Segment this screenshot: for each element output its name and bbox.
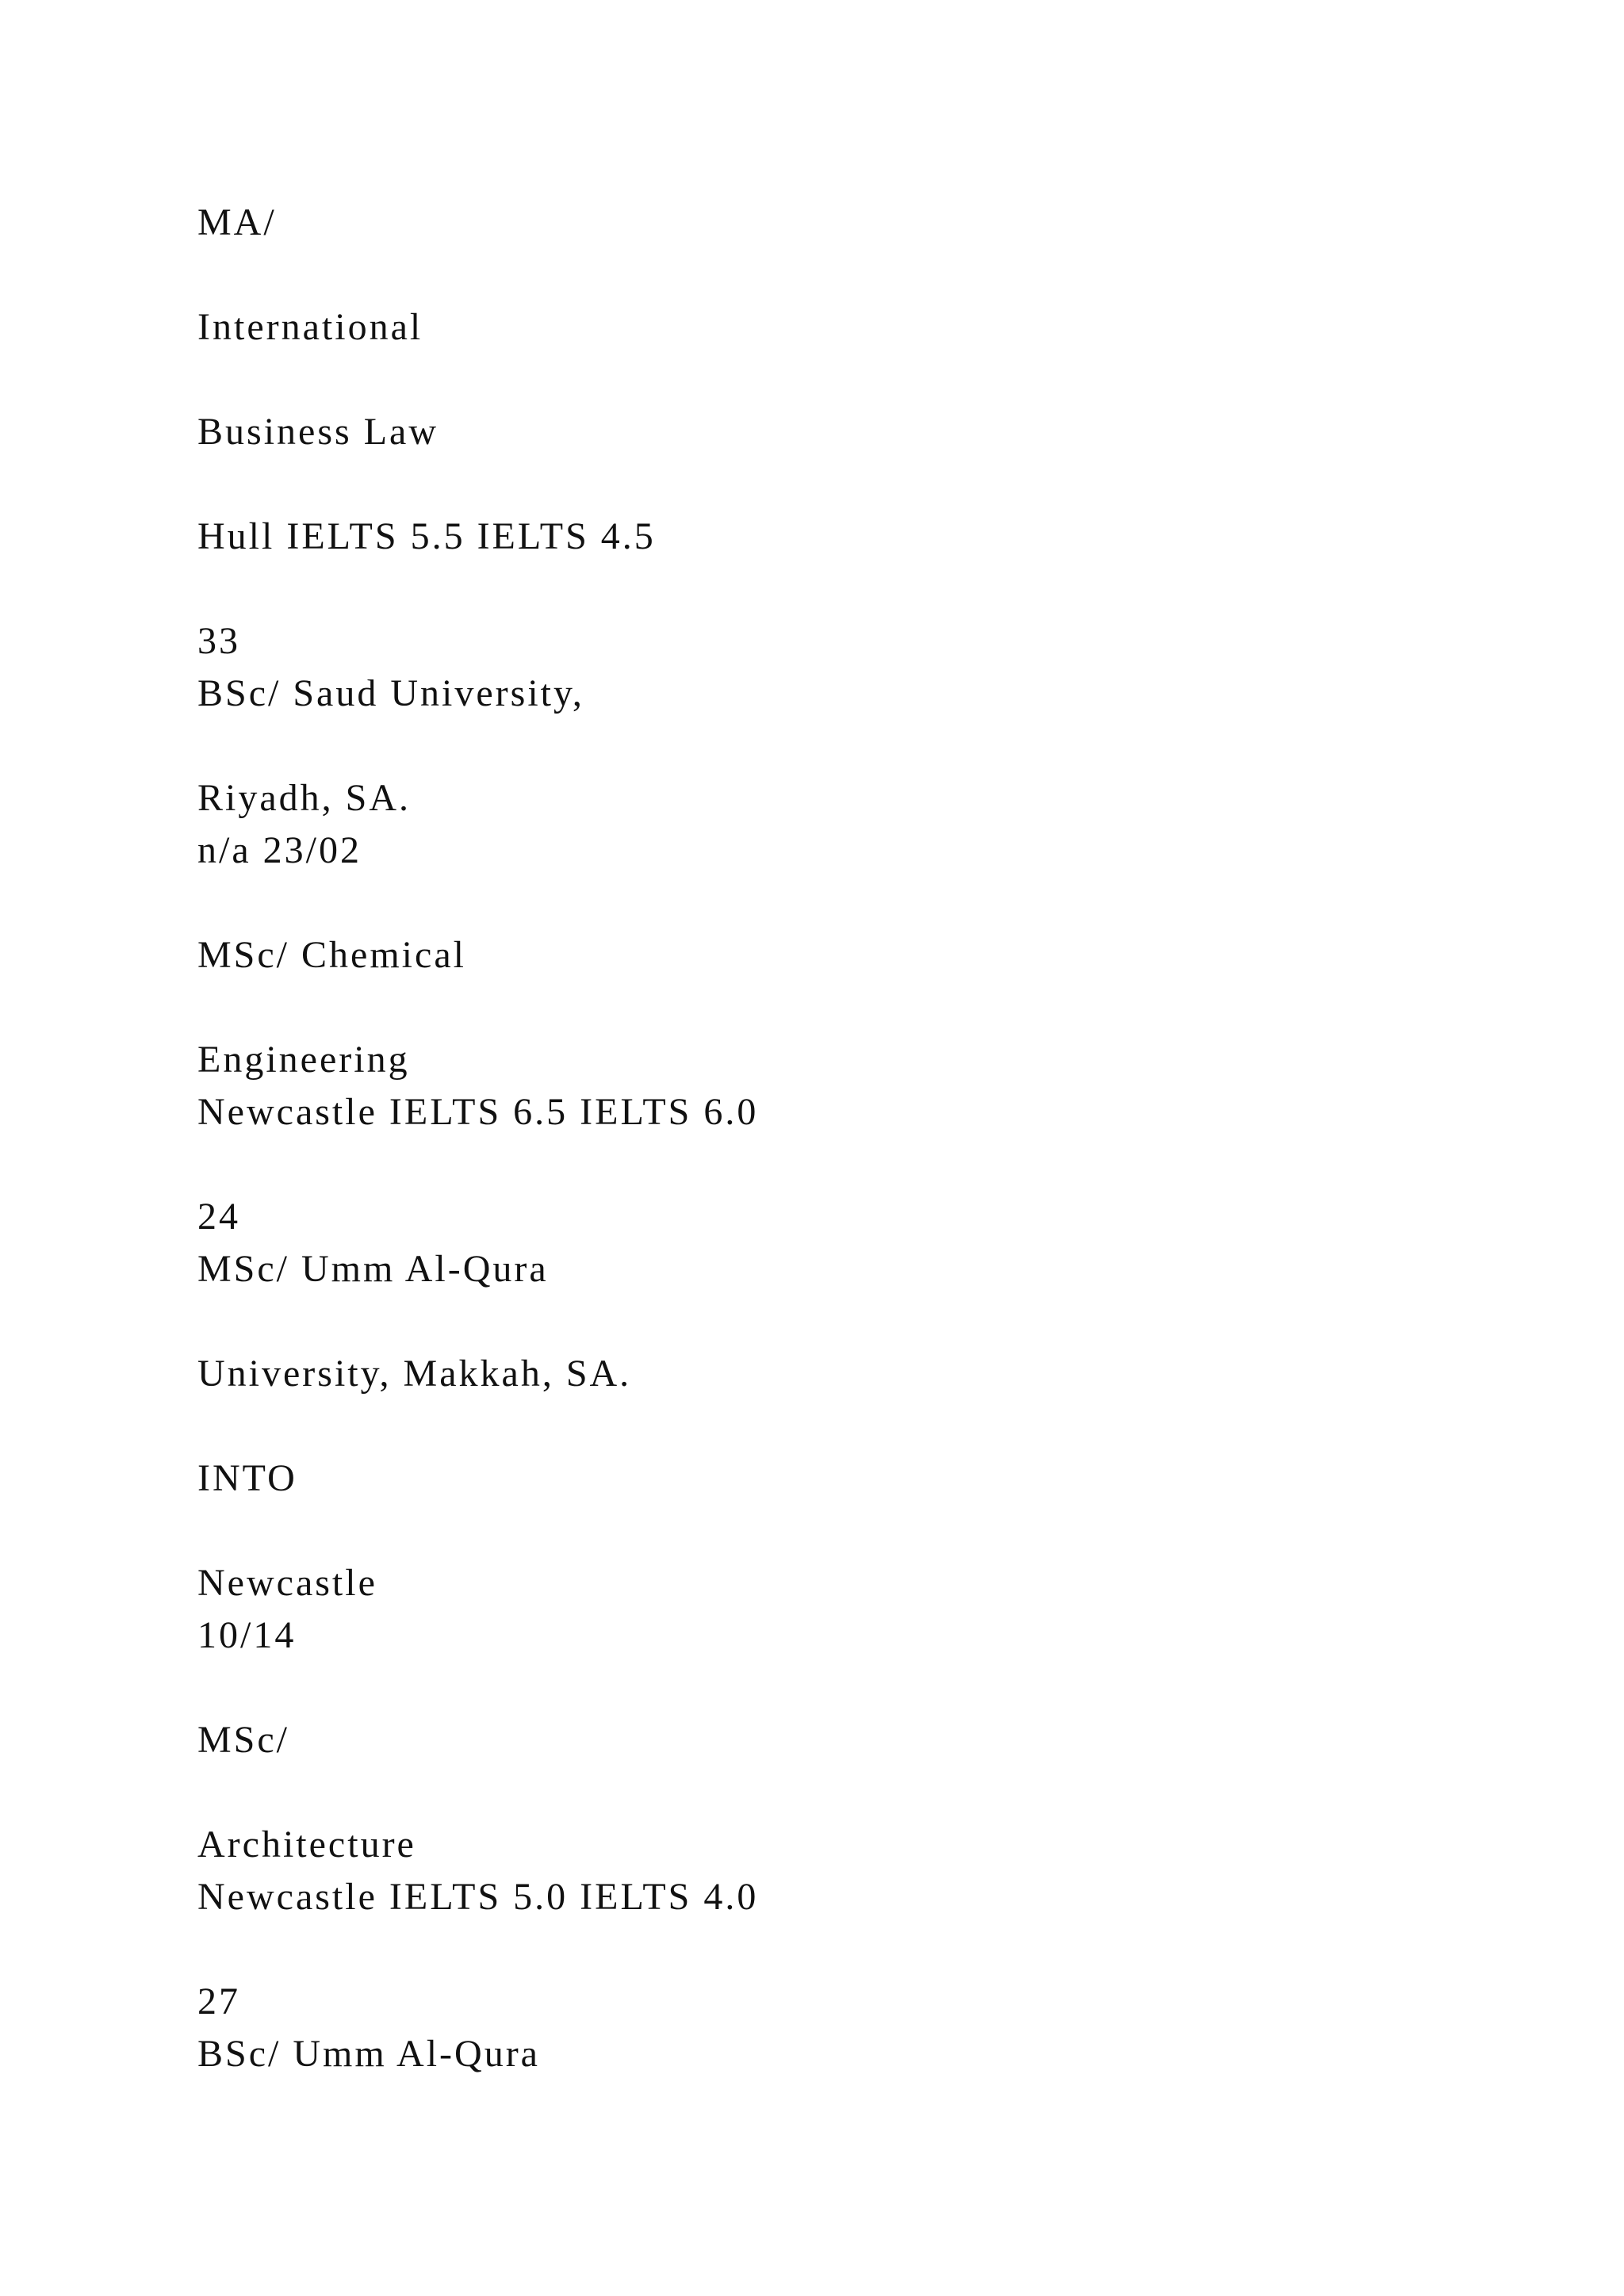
text-line: Newcastle IELTS 6.5 IELTS 6.0: [197, 1091, 759, 1133]
text-line: 33: [197, 620, 240, 662]
text-line: 24: [197, 1196, 240, 1238]
text-line: Newcastle IELTS 5.0 IELTS 4.0: [197, 1876, 759, 1918]
text-line: Newcastle: [197, 1562, 377, 1604]
text-line: Riyadh, SA.: [197, 777, 412, 819]
text-line: MSc/: [197, 1719, 290, 1761]
text-line: MA/: [197, 201, 277, 243]
text-line: Engineering: [197, 1039, 410, 1081]
text-line: MSc/ Chemical: [197, 934, 466, 976]
text-line: Hull IELTS 5.5 IELTS 4.5: [197, 515, 656, 557]
text-line: 27: [197, 1980, 240, 2022]
text-line: University, Makkah, SA.: [197, 1353, 632, 1395]
text-line: Business Law: [197, 411, 439, 453]
text-line: BSc/ Saud University,: [197, 672, 584, 714]
text-line: n/a 23/02: [197, 829, 362, 871]
text-line: Architecture: [197, 1823, 416, 1866]
text-line: International: [197, 306, 423, 348]
text-line: MSc/ Umm Al-Qura: [197, 1248, 549, 1290]
text-line: 10/14: [197, 1614, 297, 1656]
text-line: BSc/ Umm Al-Qura: [197, 2033, 540, 2075]
text-line: INTO: [197, 1457, 297, 1499]
